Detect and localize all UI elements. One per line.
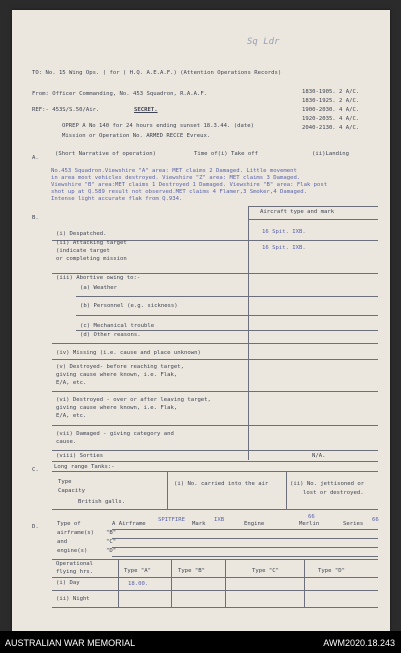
airframe-value: SPITFIRE [158,517,185,523]
aircraft-type-header: Aircraft type and mark [260,209,335,215]
flying-col-header: Type "A" [124,568,151,574]
time-entry: 2040-2130. 4 A/C. [302,125,360,131]
key-c: "C" [106,539,117,545]
tanks-title: Long range Tanks:- [54,464,115,470]
b-row-label: (vi) Destroyed - over or after leaving target, [56,397,211,403]
narrative-line: Viewshire "B" area:MET claims 1 Destroyed 1 Damaged. Viewshire "B" area: Flak post [51,182,328,188]
b-row-label: (a) Weather [80,285,118,291]
mark-value: IXB [214,517,225,523]
rule [52,425,378,426]
mission-line: Mission or Operation No. ARMED RECCE Evreux. [62,133,211,139]
ref-line: REF:- 453S/S.50/Air. [32,107,100,113]
section-b-letter: B. [32,215,39,221]
b-row-label: (indicate target [56,248,110,254]
b-row-label: cause. [56,439,77,445]
type-of-label: Type of [57,521,81,527]
column-divider [171,559,172,607]
day-value: 18.00. [128,581,149,587]
b-row-label: (ii) Attacking target [56,240,127,246]
rule [52,450,378,451]
b-row-label: giving cause where known, i.e. Flak, [56,372,178,378]
section-d-letter: D. [32,524,39,530]
day-label: (i) Day [56,580,80,586]
rule [52,509,378,510]
column-divider [248,206,249,460]
key-b: "B" [106,530,117,536]
landing-label: (ii)Landing [312,151,350,157]
flying-title: Operational [56,561,94,567]
b-row-value: 16 Spit. IXB. [262,245,306,251]
column-divider [304,559,305,607]
rule [52,607,378,608]
time-entry: 1830-1925. 2 A/C. [302,98,360,104]
engines-label: engine(s) [57,548,88,554]
secret-heading: SECRET. [134,107,158,113]
b-row-label: (vii) Damaged - giving category and [56,431,174,437]
flying-col-header: Type "D" [318,568,345,574]
narrative-label: (Short Narrative of operation) [55,151,157,157]
b-row-label: (b) Personnel (e.g. sickness) [80,303,178,309]
b-row-label: (iv) Missing (i.e. cause and place unknown) [56,350,201,356]
b-row-value: N/A. [312,453,326,459]
rule [248,206,378,207]
rule [52,359,378,360]
column-divider [225,559,226,607]
b-row-label: (c) Mechanical trouble [80,323,155,329]
narrative-line: Intense light accurate flak from Q.934. [51,196,183,202]
tank-capacity-label: Capacity [58,488,85,494]
series-value: 66 [372,517,379,523]
rule [76,315,378,316]
footer-source: AUSTRALIAN WAR MEMORIAL [5,638,136,648]
series-label: Series [343,521,364,527]
time-entry: 1900-2030. 4 A/C. [302,107,360,113]
rule [112,556,378,557]
b-row-label: (v) Destroyed- before reaching target, [56,364,184,370]
footer-reference: AWM2020.18.243 [323,638,395,648]
column-divider [118,559,119,607]
rule [52,461,378,462]
rule [52,471,378,472]
b-row-label: (viii) Sorties [56,453,104,459]
tanks-jettisoned-label: (ii) No. jettisoned or [290,481,365,487]
document-page [12,10,390,631]
tank-galls-label: British galls. [78,499,126,505]
handwritten-note: Sq Ldr [247,37,280,47]
b-row-label: (d) Other reasons. [80,332,141,338]
b-row-label: (iii) Abortive owing to:- [56,275,141,281]
b-row-value: 16 Spit. IXB. [262,229,306,235]
archive-footer [0,631,401,653]
rule [52,577,378,578]
section-c-letter: C. [32,467,39,473]
flying-col-header: Type "C" [252,568,279,574]
engine-label: Engine [244,521,265,527]
b-row-label: giving cause where known, i.e. Flak, [56,405,178,411]
b-row-label: E/A, etc. [56,413,87,419]
rule [76,330,378,331]
and-label: and [57,539,68,545]
section-a-letter: A. [32,155,39,161]
time-entry: 1830-1905. 2 A/C. [302,89,360,95]
rule [112,547,378,548]
rule [112,538,378,539]
merlin-label: Merlin [299,521,320,527]
flying-title: flying hrs. [56,569,94,575]
b-row-label: or completing mission [56,256,127,262]
merlin-value: 66 [308,514,315,520]
tank-type-label: Type [58,479,72,485]
narrative-line: in area most vehicles destroyed. Viewshire "Z" area: MET claims 3 Damaged. [51,175,301,181]
takeoff-label: Time of(i) Take off [194,151,258,157]
time-entry: 1920-2035. 4 A/C. [302,116,360,122]
narrative-line: No.453 Squadron.Viewshire "A" area: MET claims 2 Damaged. Little movement [51,168,297,174]
flying-col-header: Type "B" [178,568,205,574]
oprep-line: OPREP A No 140 for 24 hours ending sunset 18.3.44. (date) [62,123,254,129]
airframes-label: airframe(s) [57,530,95,536]
rule [52,391,378,392]
b-row-label: (i) Despatched. [56,231,107,237]
rule [52,273,378,274]
key-d: "D" [106,548,117,554]
tanks-carried-label: (i) No. carried into the air [174,481,269,487]
rule [112,529,378,530]
rule [76,296,378,297]
mark-label: Mark [192,521,206,527]
column-divider [167,471,168,509]
rule [52,590,378,591]
from-line: From: Officer Commanding, No. 453 Squadron, R.A.A.F. [32,91,208,97]
rule [52,343,378,344]
to-line: TO: No. 15 Wing Ops. ( for ( H.Q. A.E.A.F.) (Attention Operations Records) [32,70,282,76]
narrative-line: shot up at Q.589 result not observed.MET claims 4 Flamer,3 Smoker,4 Damaged. [51,189,307,195]
b-row-label: E/A, etc. [56,380,87,386]
airframe-label: A Airframe [112,521,146,527]
tanks-lost-label: lost or destroyed. [303,490,364,496]
rule [52,559,378,560]
night-label: (ii) Night [56,596,90,602]
column-divider [286,471,287,509]
rule [248,219,378,220]
